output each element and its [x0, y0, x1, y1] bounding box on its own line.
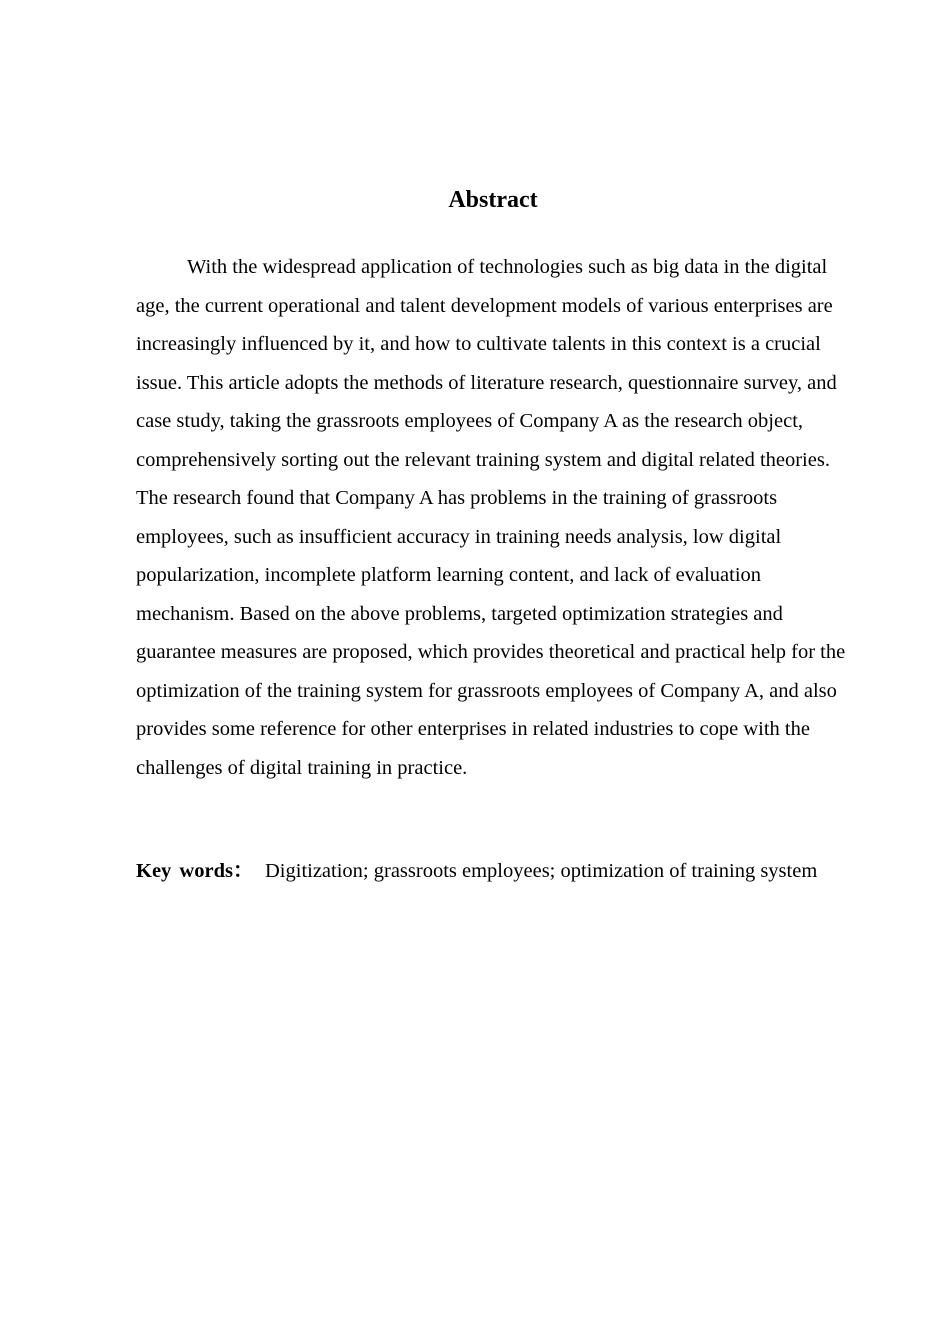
keywords-section: [136, 852, 850, 891]
page-title: Abstract: [448, 187, 538, 213]
keywords-list: Digitization; grassroots employees; optimization of training system: [265, 860, 818, 882]
keywords-label: Key words：: [136, 860, 254, 882]
abstract-paragraph: With the widespread application of technologies such as big data in the digital age, the current operational and talent development models of various enterprises are increasingly influenced by it, and how to cultivate talents in this context is a crucial issue. This article adopts the methods of literature research, questionnaire survey, and case study, taking the grassroots employees of Company A as the research object, comprehensively sorting out the relevant training system and digital related theories. The research found that Company A has problems in the training of grassroots employees, such as insufficient accuracy in training needs analysis, low digital popularization, incomplete platform learning content, and lack of evaluation mechanism. Based on the above problems, targeted optimization strategies and guarantee measures are proposed, which provides theoretical and practical help for the optimization of the training system for grassroots employees of Company A, and also provides some reference for other enterprises in related industries to cope with the challenges of digital training in practice.: [136, 256, 846, 779]
